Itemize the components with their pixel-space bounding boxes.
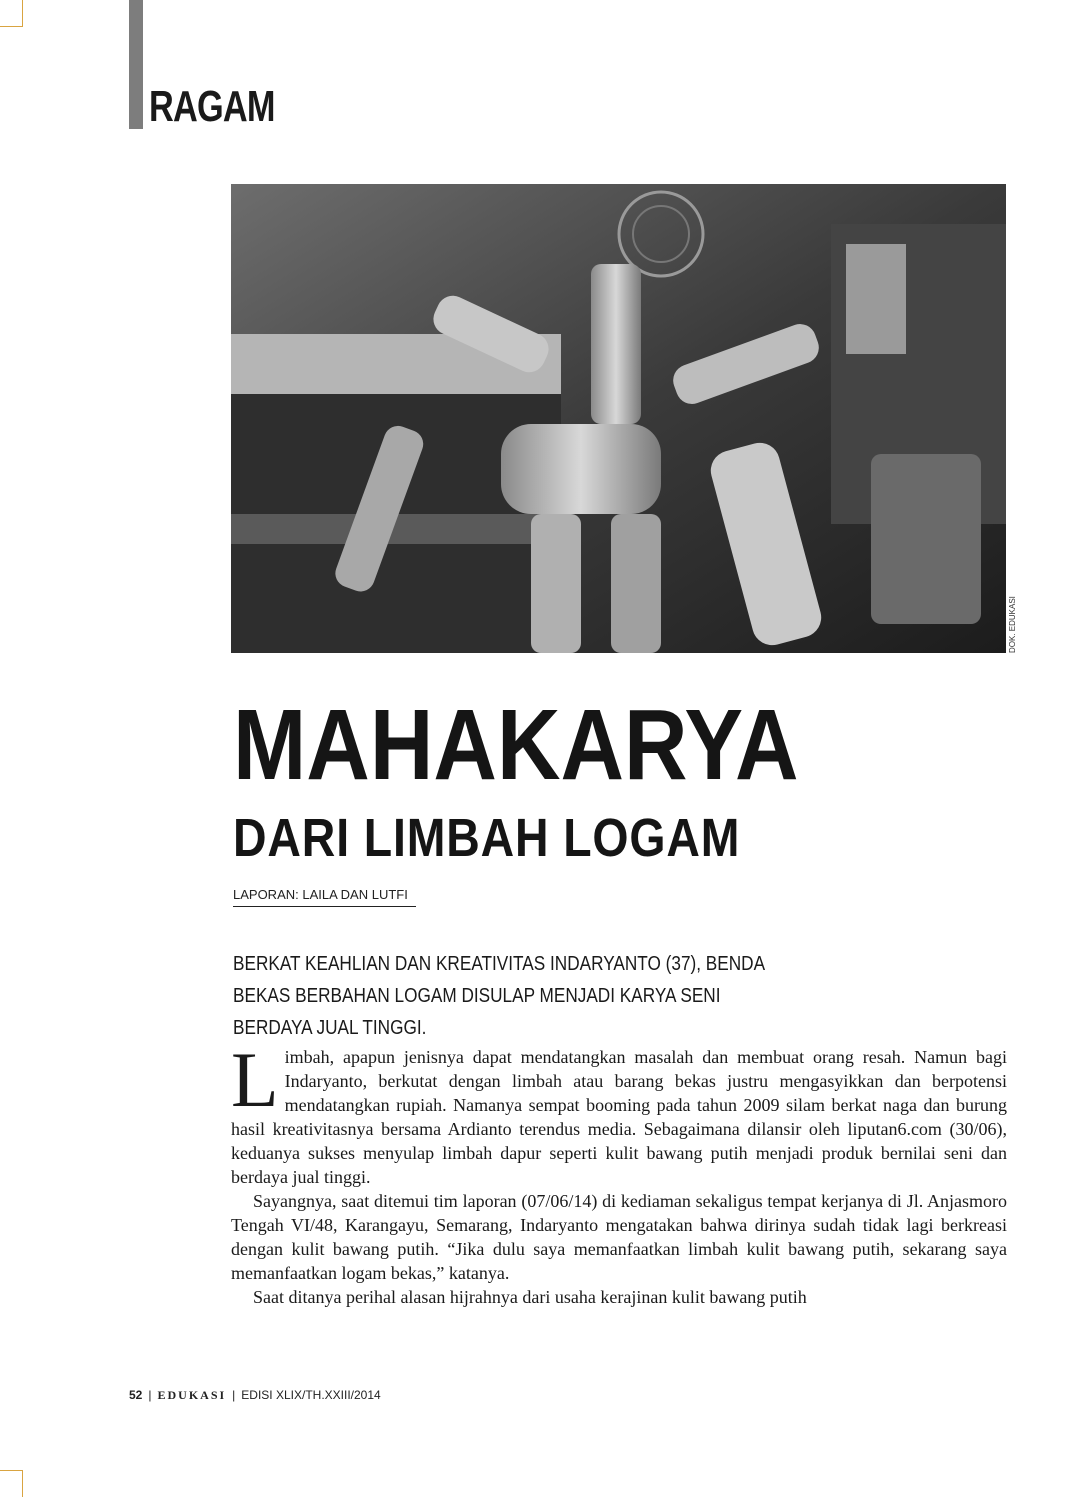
metal-robot-sculpture-image <box>231 184 1006 653</box>
crop-mark-top <box>0 0 23 27</box>
body-paragraph: Saat ditanya perihal alasan hijrahnya dari usaha kerajinan kulit bawang putih <box>253 1287 807 1307</box>
edition-info: EDISI XLIX/TH.XXIII/2014 <box>241 1388 381 1402</box>
subheadline: DARI LIMBAH LOGAM <box>233 808 741 868</box>
article-body <box>231 1036 1007 1309</box>
crop-mark-bottom <box>0 1470 23 1497</box>
section-label: RAGAM <box>149 82 275 131</box>
paragraph-text: imbah, apapun jenisnya dapat mendatangkan masalah dan membuat orang resah. Namun bagi Indaryanto, berkutat dengan limbah atau barang bekas justru mengasyikkan dan berpotensi mendatangkan rupiah. Namanya sempat booming pada tahun 2009 silam berkat naga dan burung hasil kreativitasnya bersama Ardianto terendus media. Sebagaimana dilansir oleh liputan6.com (30/06), keduanya sukses menyulap limbah dapur seperti kulit bawang putih menjadi produk bernilai seni dan berdaya jual tinggi. <box>231 1047 1007 1187</box>
headline: MAHAKARYA <box>233 689 799 801</box>
body-paragraph: Sayangnya, saat ditemui tim laporan (07/06/14) di kediaman sekaligus tempat kerjanya di Jl. Anjasmoro Tengah VI/48, Karangayu, Semarang, Indaryanto mengatakan bahwa dirinya sudah tidak lagi berkreasi dengan kulit bawang putih. “Jika dulu saya memanfaatkan limbah kulit bawang putih, sekarang saya memanfaatkan logam bekas,” katanya. <box>231 1191 1007 1283</box>
article-photo <box>231 184 1006 653</box>
magazine-name: EDUKASI <box>157 1388 227 1402</box>
drop-cap: L <box>231 1036 279 1123</box>
section-bar <box>129 0 143 129</box>
byline: LAPORAN: LAILA DAN LUTFI <box>233 884 416 907</box>
body-paragraph <box>231 1036 1007 1189</box>
lead-paragraph: BERKAT KEAHLIAN DAN KREATIVITAS INDARYANTO (37), BENDA BEKAS BERBAHAN LOGAM DISULAP MENJADI KARYA SENI BERDAYA JUAL TINGGI. <box>233 953 765 1039</box>
photo-credit: DOK. EDUKASI <box>1008 596 1017 653</box>
page-footer: 52 | EDUKASI | EDISI XLIX/TH.XXIII/2014 <box>129 1388 381 1402</box>
page-number: 52 <box>129 1388 143 1402</box>
